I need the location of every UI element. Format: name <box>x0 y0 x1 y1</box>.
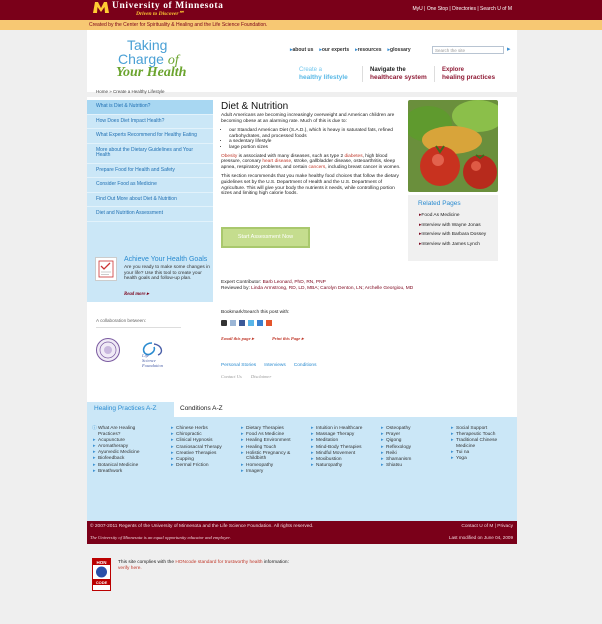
reviewers-links[interactable]: Linda Armstrong, RD, LD, MBA; Carolyn Denton, LN; Archelle Georgiou, MD <box>251 286 414 291</box>
reviewed-by-row <box>221 286 413 292</box>
bookmark-icons <box>221 320 272 326</box>
article-text: , including breast cancer in women. <box>325 164 401 170</box>
nav-create-healthy-lifestyle[interactable] <box>299 67 348 81</box>
az-column-2 <box>171 426 237 469</box>
article-body <box>221 113 404 201</box>
nav-navigate-top: Navigate the <box>370 67 406 73</box>
bookmark-label: Bookmark/Search this post with: <box>221 310 290 315</box>
az-column-1 <box>93 426 159 475</box>
link-conditions[interactable]: Conditions <box>293 363 317 368</box>
logo-line-3[interactable]: Your Health <box>116 65 187 80</box>
article-obesity-paragraph <box>221 154 404 171</box>
search-submit-arrow-icon[interactable]: ▸ <box>507 46 511 53</box>
az-column-4 <box>311 426 377 469</box>
lsf-word-3: Foundation <box>142 363 163 368</box>
related-pages-box <box>408 195 498 261</box>
nav-create-bottom: healthy lifestyle <box>299 74 348 81</box>
az-item[interactable]: ▸ Dermal Friction <box>171 463 237 469</box>
logo-of: of <box>167 53 179 68</box>
az-item[interactable]: ▸ Chinese Herbs <box>171 426 237 432</box>
az-item[interactable]: ▸ Reflexology <box>381 445 447 451</box>
achieve-read-more-link[interactable]: Read more ▸ <box>124 292 150 297</box>
az-item[interactable]: ▸ Food As Medicine <box>241 432 307 438</box>
reviewed-label: Reviewed by: <box>221 286 250 291</box>
utility-footer-links <box>221 374 271 379</box>
az-item[interactable]: ▸ Prayer <box>381 432 447 438</box>
breadcrumb[interactable]: Home » Create a Healthy Lifestyle <box>96 89 165 94</box>
university-top-links[interactable]: MyU | One Stop | Directories | Search U of M <box>412 6 512 12</box>
related-pages-list <box>419 211 486 249</box>
university-tagline: Driven to Discover℠ <box>136 11 185 17</box>
search-input[interactable]: Search the site <box>432 46 504 54</box>
az-item[interactable]: ▸ Ayurvedic Medicine <box>93 450 159 456</box>
logo-charge: Charge <box>118 51 164 67</box>
az-item[interactable]: ▸ Tui na <box>451 450 513 456</box>
az-item[interactable]: ▸ Aromatherapy <box>93 444 159 450</box>
az-item[interactable]: ▸ Biofeedback <box>93 456 159 462</box>
az-item[interactable]: ▸ Yoga <box>451 456 513 462</box>
az-item[interactable]: ▸ Healing Environment <box>241 438 307 444</box>
achieve-title[interactable]: Achieve Your Health Goals <box>124 256 208 263</box>
checklist-graphic-icon <box>96 258 116 280</box>
site-header <box>87 30 517 92</box>
contributors <box>221 280 413 292</box>
article-guidelines-paragraph: This section recommends that you make healthy food choices that follow the dietary guidelines set by the U.S. Department of Health and the U.S. Department of Agriculture. This will give your body the nutrients it needs, while controlling portion sizes and limiting high calorie foods. <box>221 174 399 197</box>
az-item-what-are-healing[interactable]: ⓘ What Are Healing Practices? <box>93 426 159 437</box>
honcode-standard-link[interactable]: HONcode standard for trustworthy health <box>175 560 263 565</box>
facebook-icon[interactable] <box>239 320 245 326</box>
article-intro: Adult Americans are becoming increasingly overweight and American children are becoming obese at an alarming rate. Much of this is due to: <box>221 113 395 124</box>
article-text: , high blood pressure, coronary <box>221 153 388 165</box>
link-interviews[interactable]: Interviews <box>264 363 286 368</box>
honcode-graphic-icon <box>93 559 110 590</box>
az-item[interactable]: ▸ Reiki <box>381 451 447 457</box>
related-section-links <box>221 363 316 368</box>
nav-navigate-healthcare[interactable] <box>370 67 427 81</box>
sidebar-item-what-is-diet[interactable]: What is Diet & Nutrition? <box>87 100 213 115</box>
nav-divider <box>362 66 363 82</box>
az-item[interactable]: ▸ Therapeutic Touch <box>451 432 513 438</box>
vegetables-illustration <box>408 100 498 192</box>
nav-create-top: Create a <box>299 67 323 73</box>
digg-icon[interactable] <box>230 320 236 326</box>
nav-explore-bottom: healing practices <box>442 74 496 81</box>
sidebar-item-assessment[interactable]: Diet and Nutrition Assessment <box>87 207 213 222</box>
nav-explore-top: Explore <box>442 67 465 73</box>
related-link-wayne-jonas[interactable]: ▸ Interview with Wayne Jonas <box>419 221 486 231</box>
hon-text-a: This site complies with the <box>118 560 176 565</box>
sidebar-item-diet-impact[interactable]: How Does Diet Impact Health? <box>87 115 213 130</box>
university-name[interactable]: University of Minnesota <box>112 1 224 11</box>
sidebar-item-food-as-medicine[interactable]: Consider Food as Medicine <box>87 178 213 193</box>
utility-nav <box>290 47 411 53</box>
article-text: is associated with many diseases, such as type 2 <box>237 153 345 159</box>
related-pages-title: Related Pages <box>418 200 461 207</box>
hon-badge-top-text: HON <box>96 560 107 565</box>
az-item[interactable]: ▸ Holistic Pregnancy & Childbirth <box>241 451 307 462</box>
tab-conditions-az[interactable]: Conditions A-Z <box>180 405 223 412</box>
az-item[interactable]: ▸ Osteopathy <box>381 426 447 432</box>
related-link-barbara-dossey[interactable]: ▸ Interview with Barbara Dossey <box>419 230 486 240</box>
honcode-badge-icon[interactable] <box>92 558 111 591</box>
az-item[interactable]: ▸ Healing Touch <box>241 445 307 451</box>
achieve-goals-promo <box>87 252 213 302</box>
collab-divider <box>96 327 181 328</box>
honcode-line <box>118 560 289 566</box>
umn-m-logo-icon[interactable] <box>92 1 110 14</box>
az-item[interactable]: ▸ Mindful Movement <box>311 451 377 457</box>
page-title: Diet & Nutrition <box>221 101 289 112</box>
az-item[interactable]: ▸ Botanical Medicine <box>93 463 159 469</box>
az-item[interactable]: ▸ Craniosacral Therapy <box>171 445 237 451</box>
az-item[interactable]: ▸ Cupping <box>171 457 237 463</box>
related-link-james-lynch[interactable]: ▸ Interview with James Lynch <box>419 240 486 250</box>
utility-nav-our-experts[interactable]: ▸ our experts <box>319 47 349 53</box>
glossary-link-cancers[interactable]: cancers <box>308 164 326 170</box>
equal-opportunity-text: The University of Minnesota is an equal opportunity educator and employer. <box>90 535 231 540</box>
az-item[interactable]: ▸ Clinical Hypnosis <box>171 438 237 444</box>
print-page-link[interactable]: Print this Page ▸ <box>272 336 304 341</box>
sidebar-item-dietary-guidelines[interactable]: More about the Dietary Guidelines and Your Health <box>87 144 213 164</box>
az-item[interactable]: ▸ Qigong <box>381 438 447 444</box>
delicious-icon[interactable] <box>221 320 227 326</box>
copyright-text: © 2007-2011 Regents of the University of Minnesota and the Life Science Foundation. All rights reserved. <box>90 524 314 529</box>
lsf-word-1: Life <box>142 353 150 358</box>
vegetables-image <box>408 100 498 192</box>
az-item[interactable]: ▸ Mind-Body Therapies <box>311 445 377 451</box>
university-seal-icon[interactable] <box>96 338 120 362</box>
az-item[interactable]: ▸ Chiropractic <box>171 432 237 438</box>
az-item[interactable]: ▸ Meditation <box>311 438 377 444</box>
glossary-link-obesity[interactable]: Obesity <box>221 153 238 159</box>
tab-healing-practices-az[interactable]: Healing Practices A-Z <box>87 402 174 417</box>
utility-nav-glossary[interactable]: ▸ glossary <box>388 47 411 53</box>
az-item[interactable]: ▸ Homeopathy <box>241 463 307 469</box>
az-item[interactable]: ▸ Moxibustion <box>311 457 377 463</box>
az-item[interactable]: ▸ Social Support <box>451 426 513 432</box>
az-item[interactable]: ▸ Naturopathy <box>311 463 377 469</box>
sidebar-item-prepare-food[interactable]: Prepare Food for Health and Safety <box>87 164 213 179</box>
link-disclaimer[interactable]: Disclaimer <box>250 374 272 379</box>
twitter-icon[interactable] <box>248 320 254 326</box>
expert-label: Expert Contributor: <box>221 280 262 285</box>
article-text: , stroke, gallbladder disease, osteoarthritis, sleep apnea, respiratory problems, and certain <box>221 159 396 170</box>
seal-graphic-icon <box>97 339 119 361</box>
life-science-foundation-logo[interactable] <box>132 341 172 368</box>
az-column-5 <box>381 426 447 469</box>
nav-divider <box>434 66 435 82</box>
nav-explore-healing[interactable] <box>442 67 495 81</box>
start-assessment-button[interactable]: Start Assessment Now <box>221 227 310 248</box>
article-bullet: • a sedentary lifestyle <box>229 139 404 145</box>
az-item[interactable]: ▸ Creative Therapies <box>171 451 237 457</box>
link-personal-stories[interactable]: Personal Stories <box>221 363 257 368</box>
glossary-link-heart-disease[interactable]: heart disease <box>262 159 292 165</box>
az-item[interactable]: ▸ Acupuncture <box>93 438 159 444</box>
email-page-link[interactable]: Email this page ▸ <box>221 336 255 341</box>
az-item[interactable]: ▸ Imagery <box>241 469 307 475</box>
goals-checklist-icon[interactable] <box>95 257 117 281</box>
university-header <box>0 0 602 20</box>
az-column-3 <box>241 426 307 475</box>
collaboration-label: A collaboration between: <box>96 318 147 323</box>
footer-copyright-bar <box>87 521 517 533</box>
hon-text-b: information: <box>262 560 289 565</box>
az-item[interactable]: ▸ Shamanism <box>381 457 447 463</box>
link-contact-us[interactable]: Contact Us <box>221 374 242 379</box>
stumbleupon-icon[interactable] <box>266 320 272 326</box>
utility-nav-resources[interactable]: ▸ resources <box>355 47 381 53</box>
az-item[interactable]: ▸ Traditional Chinese Medicine <box>451 438 513 449</box>
az-column-6 <box>451 426 513 463</box>
sidebar-item-find-out-more[interactable]: Find Out More about Diet & Nutrition <box>87 193 213 208</box>
az-item[interactable]: ▸ Massage Therapy <box>311 432 377 438</box>
footer-contact-privacy-links[interactable]: Contact U of M | Privacy <box>461 524 513 529</box>
az-item[interactable]: ▸ Intuition in Healthcare <box>311 426 377 432</box>
footer-eeo-bar <box>87 533 517 544</box>
honcode-verify-link[interactable]: verify here. <box>118 566 142 571</box>
glossary-link-diabetes[interactable]: diabetes <box>344 153 363 159</box>
hon-badge-code-text: CODE <box>95 580 108 585</box>
google-icon[interactable] <box>257 320 263 326</box>
az-item[interactable]: ▸ Dietary Therapies <box>241 426 307 432</box>
expert-link[interactable]: Barb Leonard, PhD, RN, PNP <box>262 280 326 285</box>
utility-nav-about-us[interactable]: ▸ about us <box>290 47 313 53</box>
az-item[interactable]: ▸ Breathwork <box>93 469 159 475</box>
lsf-wordmark <box>142 353 163 368</box>
logo-line-1[interactable]: Taking <box>127 37 168 53</box>
achieve-description: Are you ready to make some changes in your life? Use this tool to create your health goals and follow-up plan. <box>124 265 210 282</box>
honcode-statement <box>118 560 289 572</box>
az-item[interactable]: ▸ Shiatsu <box>381 463 447 469</box>
related-link-food-as-medicine[interactable]: ▸ Food As Medicine <box>419 211 486 221</box>
article-bullet: • large portion sizes <box>229 145 404 151</box>
article-bullet: • our Standard American Diet (S.A.D.), which is heavy in saturated fats, refined carbohydrates, and processed foods <box>229 128 404 139</box>
site-credit: Created by the Center for Spirituality & Healing and the Life Science Foundation. <box>0 20 602 30</box>
last-modified-text: Last modified on June 04, 2009 <box>448 535 513 540</box>
nav-navigate-bottom: healthcare system <box>370 74 427 81</box>
lsf-word-2: Science <box>142 358 156 363</box>
sidebar-item-experts-recommend[interactable]: What Experts Recommend for Healthy Eating <box>87 129 213 144</box>
article-bullets <box>229 128 404 150</box>
